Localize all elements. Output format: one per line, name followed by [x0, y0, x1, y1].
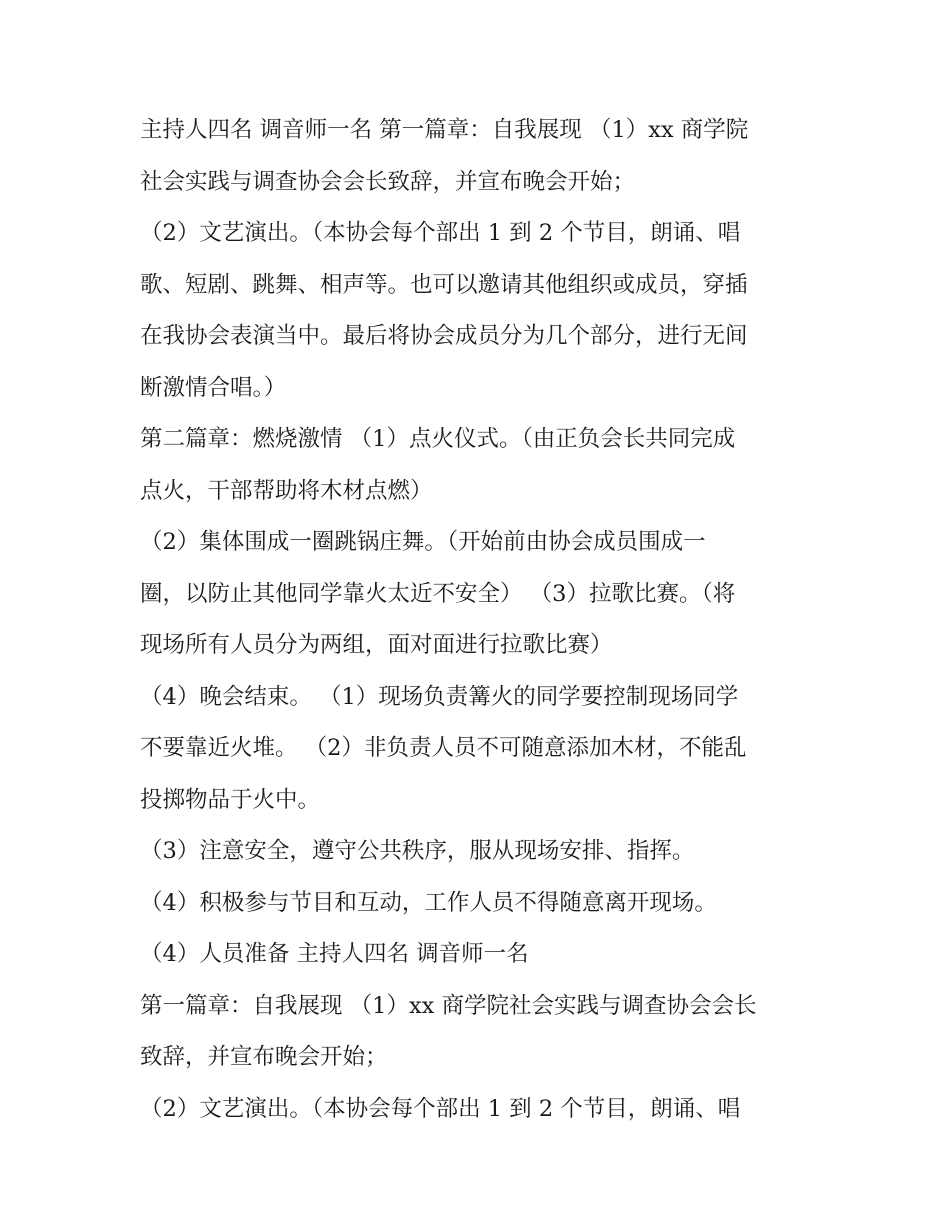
text-line: 主持人四名 调音师一名 第一篇章：自我展现 （1）xx 商学院	[140, 117, 749, 143]
text-line: （4）晚会结束。 （1）现场负责篝火的同学要控制现场同学	[140, 683, 739, 710]
text-line: 投掷物品于火中。	[140, 786, 321, 813]
text-line: 在我协会表演当中。最后将协会成员分为几个部分，进行无间	[140, 323, 748, 349]
text-line: 致辞，并宣布晚会开始；	[140, 1044, 388, 1070]
text-line: （2）文艺演出。（本协会每个部出 1 到 2 个节目，朗诵、唱	[140, 220, 741, 246]
text-line: 不要靠近火堆。 （2）非负责人员不可随意添加木材，不能乱	[140, 735, 747, 761]
body-text	[140, 105, 820, 1135]
text-line: （2）文艺演出。（本协会每个部出 1 到 2 个节目，朗诵、唱	[140, 1095, 741, 1122]
text-line: （4）积极参与节目和互动，工作人员不得随意离开现场。	[140, 889, 717, 916]
text-line: 现场所有人员分为两组，面对面进行拉歌比赛）	[140, 632, 613, 658]
text-line: 歌、短剧、跳舞、相声等。也可以邀请其他组织或成员，穿插	[140, 271, 748, 298]
text-line: （4）人员准备 主持人四名 调音师一名	[140, 941, 529, 967]
text-line: 圈，以防止其他同学靠火太近不安全） （3）拉歌比赛。（将	[140, 580, 736, 607]
text-line: 点火，干部帮助将木材点燃）	[140, 477, 433, 504]
text-line: （3）注意安全，遵守公共秩序，服从现场安排、指挥。	[140, 838, 695, 864]
text-line: （2）集体围成一圈跳锅庄舞。（开始前由协会成员围成一	[140, 529, 706, 555]
text-line: 断激情合唱。）	[140, 374, 287, 401]
text-line: 第二篇章：燃烧激情 （1）点火仪式。（由正负会长共同完成	[140, 426, 736, 452]
text-line: 社会实践与调查协会会长致辞，并宣布晚会开始；	[140, 168, 636, 195]
text-line: 第一篇章：自我展现 （1）xx 商学院社会实践与调查协会会长	[140, 992, 757, 1019]
